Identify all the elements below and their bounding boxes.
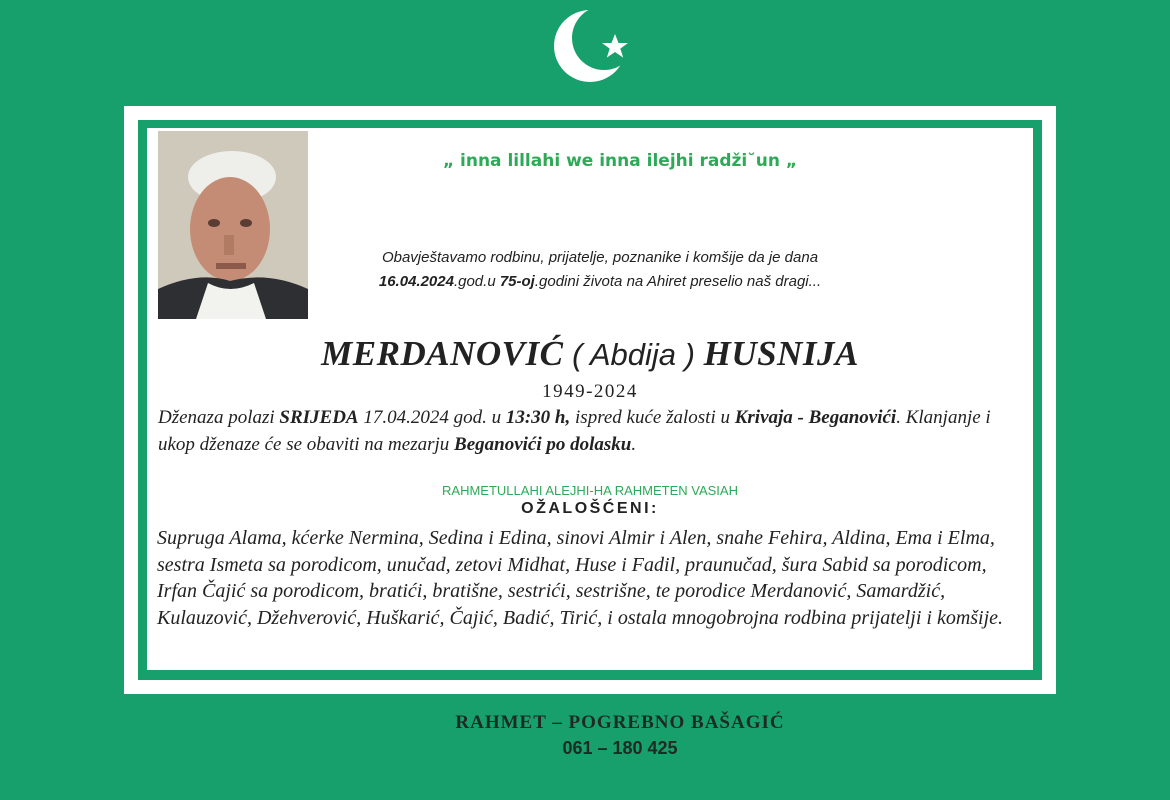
funeral-time: 13:30 h,	[505, 407, 571, 428]
deceased-years: 1949-2024	[542, 381, 638, 402]
notice-after-age: .godini života na Ahiret preselio naš dragi...	[534, 273, 822, 290]
notice-age: 75-oj	[499, 273, 535, 290]
notice-line-2	[300, 270, 900, 294]
rahmet-prayer: RAHMETULLAHI ALEJHI-HA RAHMETEN VASIAH	[442, 483, 738, 498]
funeral-part-4: . Klanjanje i ukop dženaze će se obaviti na mezarju	[158, 407, 991, 455]
funeral-place: Krivaja - Beganovići	[734, 407, 897, 428]
mourners-list: Supruga Alama, kćerke Nermina, Sedina i Edina, sinovi Almir i Alen, snahe Fehira, Aldina, Ema i Elma, sestra Ismeta sa porodicom, unučad, zetovi Midhat, Huse i Fadil, praunučad, šura Sabid sa porodicom, Irfan Čajić sa porodicom, bratići, bratišne, sestrići, sestrišne, te porodice Merdanović, Samardžić, Kulauzović, Džehverović, Huškarić, Čajić, Badić, Tirić, i ostala mnogobrojna rodbina prijatelji i komšije.	[157, 527, 1004, 629]
notice-line-1: Obavještavamo rodbinu, prijatelje, poznanike i komšije da je dana	[381, 249, 819, 266]
funeral-details	[158, 404, 1018, 458]
funeral-day: SRIJEDA	[279, 407, 359, 428]
funeral-home-phone: 061 – 180 425	[562, 738, 678, 758]
funeral-part-2: 17.04.2024 god. u	[358, 407, 506, 428]
funeral-home-name: RAHMET – POGREBNO BAŠAGIĆ	[455, 712, 785, 733]
deceased-name	[150, 334, 1030, 374]
portrait-photo	[158, 131, 308, 319]
funeral-part-3: ispred kuće žalosti u	[570, 407, 735, 428]
crescent-star-icon	[540, 8, 650, 88]
deceased-surname: MERDANOVIĆ	[321, 334, 564, 373]
deceased-father: ( Abdija )	[563, 337, 704, 372]
mourners-title: OŽALOŠĆENI:	[521, 500, 659, 517]
deceased-first-name: HUSNIJA	[703, 334, 859, 373]
death-notice	[300, 246, 900, 294]
notice-date: 16.04.2024	[378, 273, 454, 290]
notice-after-date: .god.u	[453, 273, 500, 290]
funeral-cemetery: Beganovići po dolasku	[454, 434, 632, 455]
funeral-part-5: .	[631, 434, 637, 455]
blessing-text: „ inna lillahi we inna ilejhi radži˘un „	[442, 151, 798, 171]
funeral-part-1: Dženaza polazi	[158, 407, 280, 428]
